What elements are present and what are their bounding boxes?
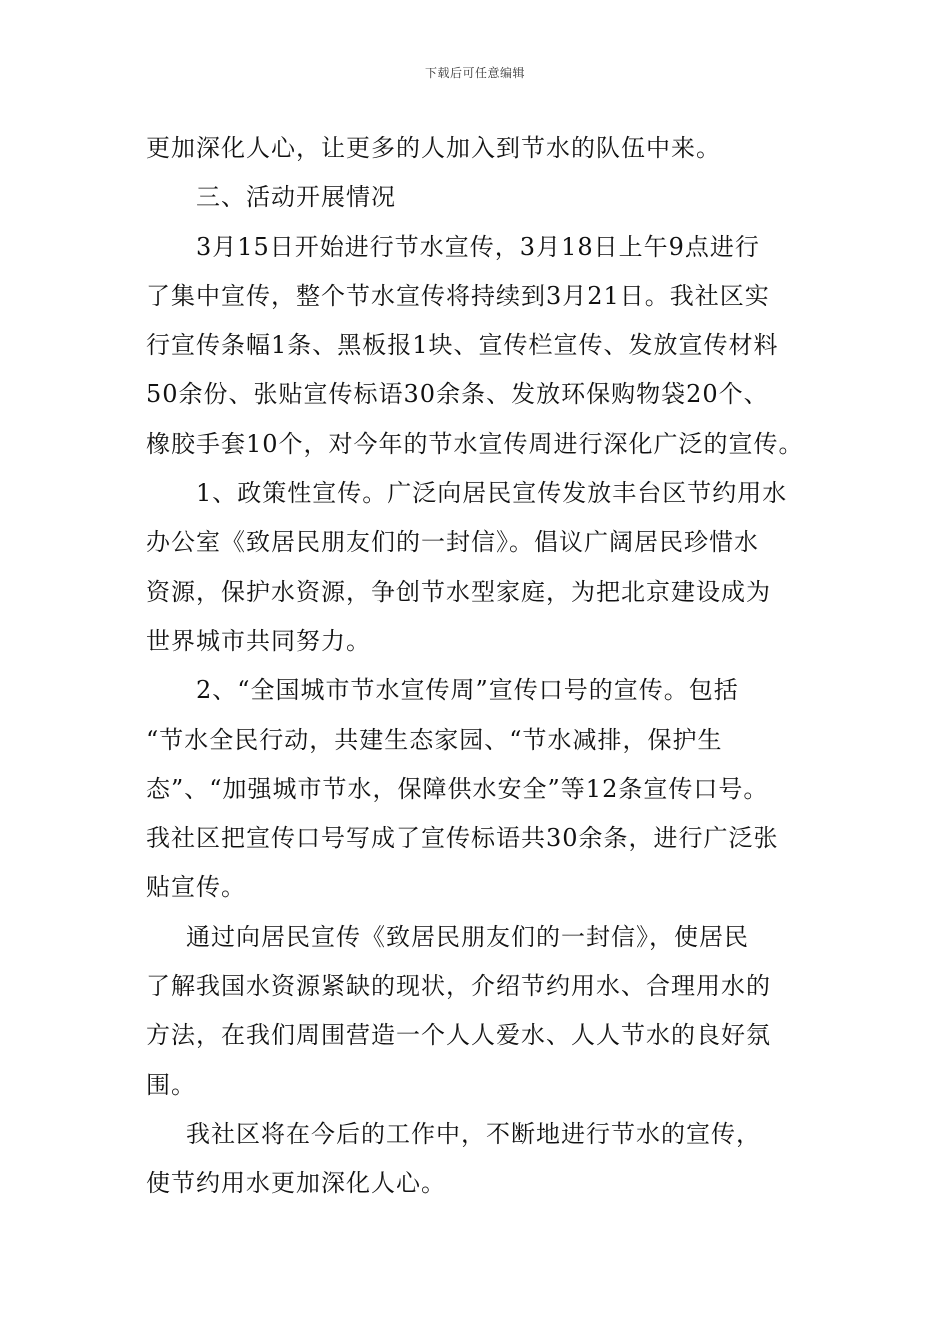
text-line: 态”、“加强城市节水，保障供水安全”等12条宣传口号。 xyxy=(146,774,769,803)
text-line: 通过向居民宣传《致居民朋友们的一封信》，使居民 xyxy=(186,922,749,951)
text-line: 3月15日开始进行节水宣传，3月18日上午9点进行 xyxy=(196,232,760,261)
text-line: 行宣传条幅1条、黑板报1块、宣传栏宣传、发放宣传材料 xyxy=(146,331,779,360)
text-line: 了解我国水资源紧缺的现状，介绍节约用水、合理用水的 xyxy=(146,972,771,1001)
text-line: “节水全民行动，共建生态家园、“节水减排，保护生 xyxy=(146,725,723,754)
text-line: 了集中宣传，整个节水宣传将持续到3月21日。我社区实 xyxy=(146,281,770,310)
text-line: 方法，在我们周围营造一个人人爱水、人人节水的良好氛 xyxy=(146,1021,771,1050)
section-heading: 三、活动开展情况 xyxy=(196,183,396,212)
text-line: 世界城市共同努力。 xyxy=(146,626,371,655)
text-line: 办公室《致居民朋友们的一封信》。倡议广阔居民珍惜水 xyxy=(146,528,759,557)
text-line: 使节约用水更加深化人心。 xyxy=(146,1169,446,1198)
text-line: 橡胶手套10个，对今年的节水宣传周进行深化广泛的宣传。 xyxy=(146,429,804,458)
document-body xyxy=(146,124,826,1209)
text-line: 围。 xyxy=(146,1070,196,1099)
page-header-note: 下载后可任意编辑 xyxy=(424,66,525,80)
text-line: 贴宣传。 xyxy=(146,873,246,902)
text-line: 资源，保护水资源，争创节水型家庭，为把北京建设成为 xyxy=(146,577,771,606)
text-line: 我社区将在今后的工作中，不断地进行节水的宣传， xyxy=(186,1119,761,1148)
text-line: 50余份、张贴宣传标语30余条、发放环保购物袋20个、 xyxy=(146,380,769,409)
text-line: 我社区把宣传口号写成了宣传标语共30余条，进行广泛张 xyxy=(146,824,779,853)
text-line: 更加深化人心，让更多的人加入到节水的队伍中来。 xyxy=(146,134,721,162)
text-line: 1、政策性宣传。广泛向居民宣传发放丰台区节约用水 xyxy=(196,479,788,508)
text-line: 2、“全国城市节水宣传周”宣传口号的宣传。包括 xyxy=(196,676,739,705)
